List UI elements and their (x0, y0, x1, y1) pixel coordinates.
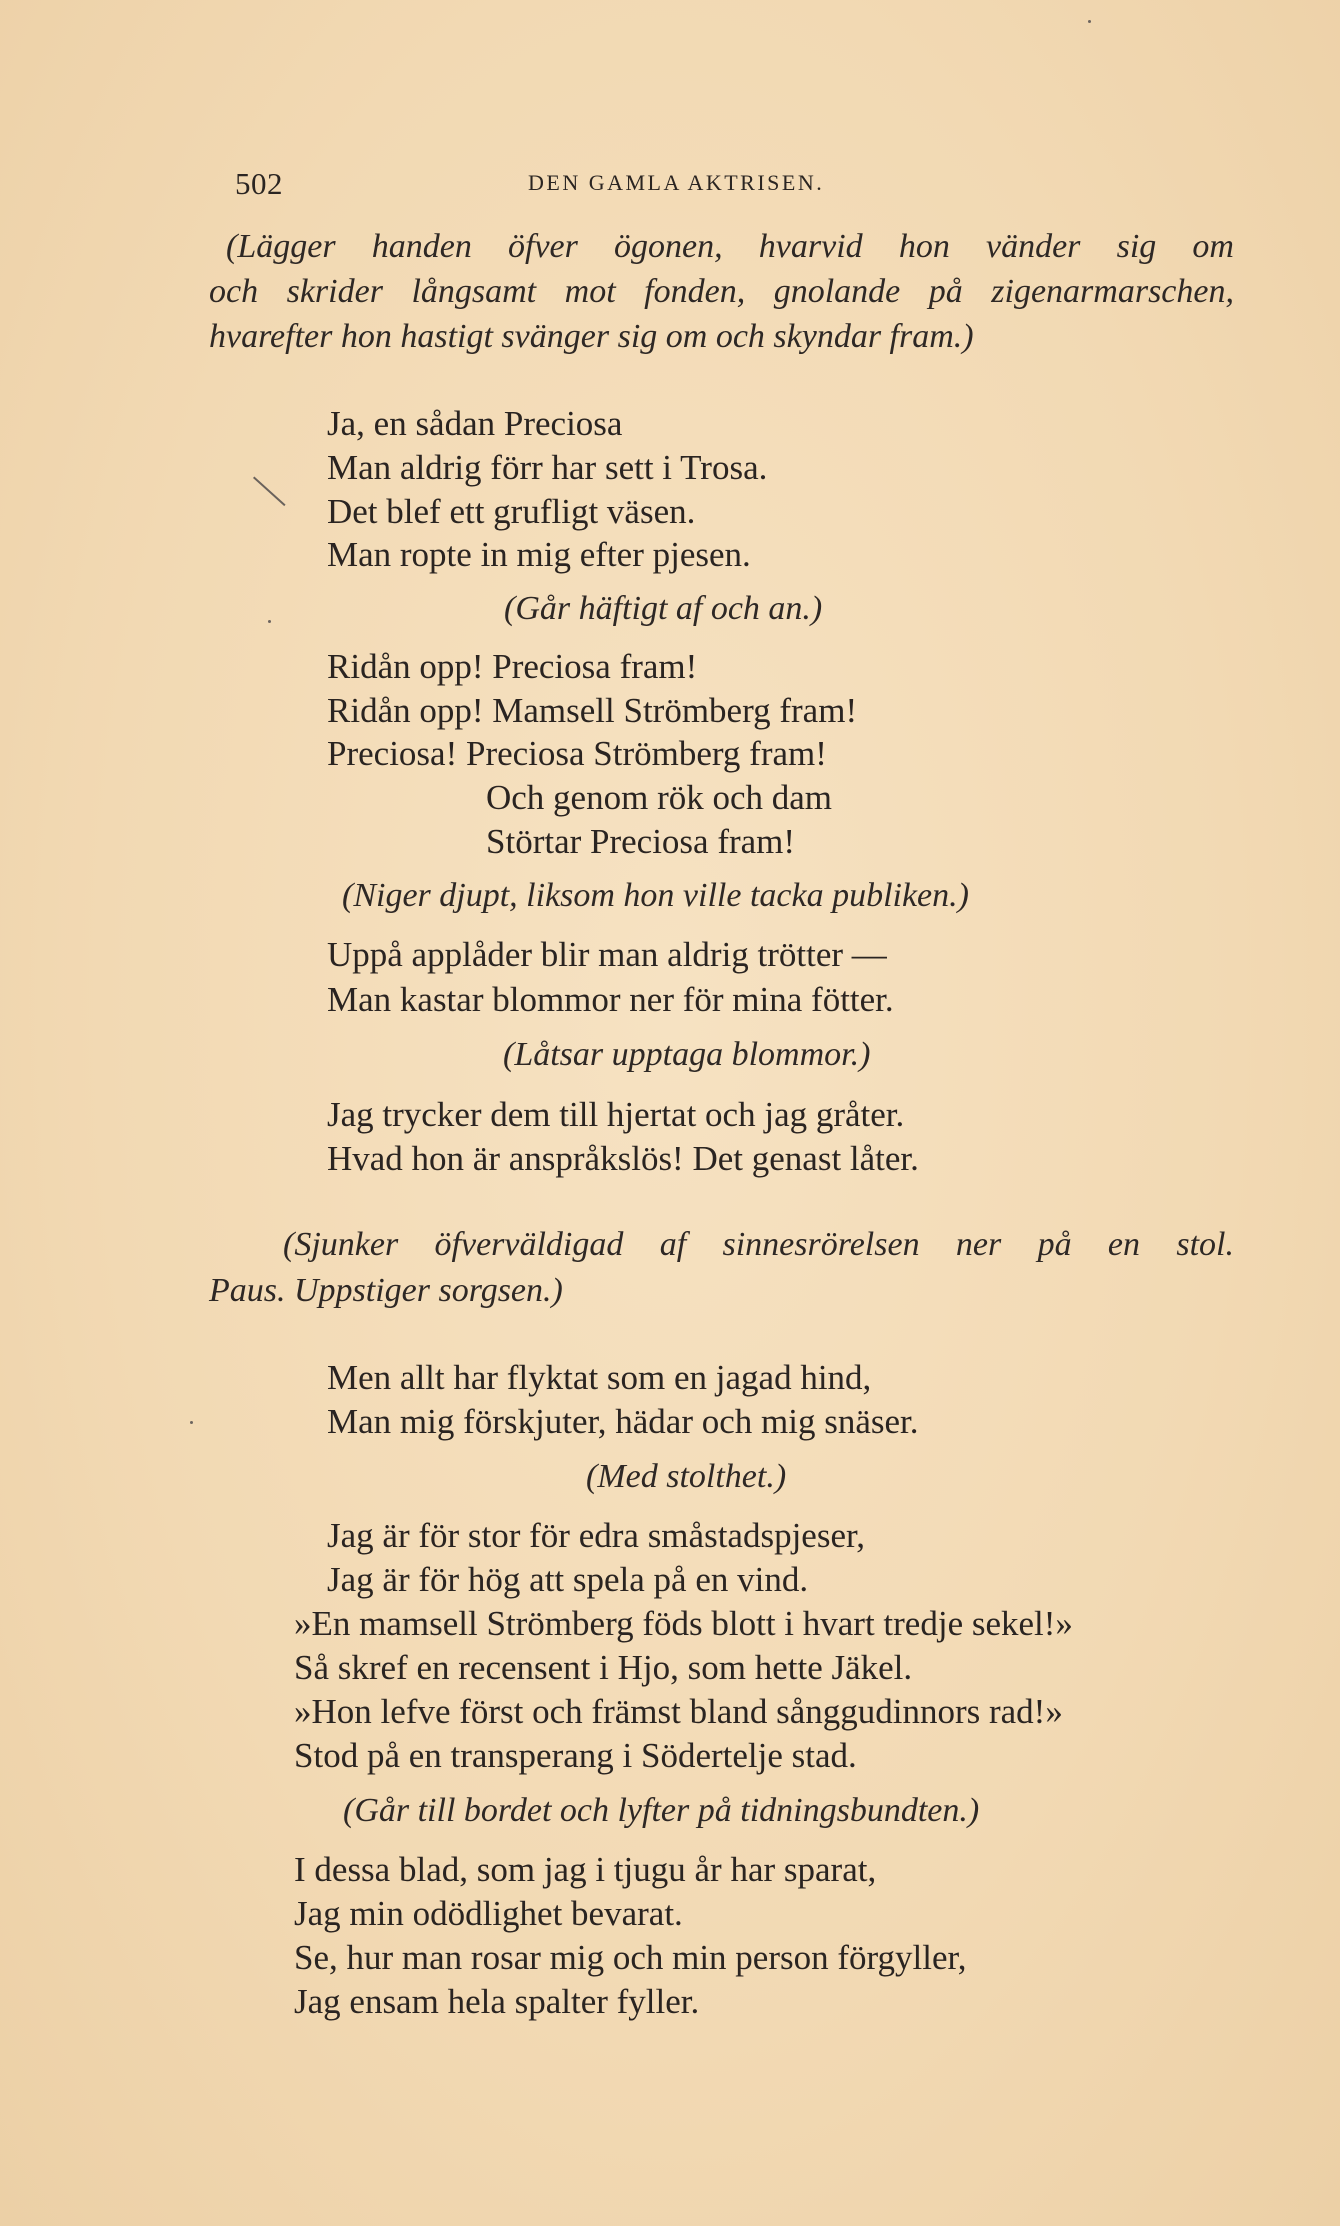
stage-direction: (Med stolthet.) (586, 1458, 787, 1495)
stage-direction: (Lägger handen öfver ögonen, hvarvid hon vänder sig om (226, 228, 1234, 265)
verse-line: Man ropte in mig efter pjesen. (327, 535, 751, 574)
verse-line: Störtar Preciosa fram! (486, 822, 796, 861)
stage-direction: (Sjunker öfverväldigad af sinnesrörelsen ner på en stol. (283, 1226, 1234, 1263)
verse-line: Så skref en recensent i Hjo, som hette Jäkel. (294, 1648, 913, 1687)
stage-direction: (Går häftigt af och an.) (504, 590, 823, 627)
verse-line: Jag är för stor för edra småstadspjeser, (327, 1516, 865, 1555)
print-speck (190, 1421, 193, 1424)
margin-mark (253, 477, 286, 507)
verse-line: Men allt har flyktat som en jagad hind, (327, 1358, 872, 1397)
verse-line: Jag ensam hela spalter fyller. (294, 1982, 700, 2021)
running-title: DEN GAMLA AKTRISEN. (528, 170, 825, 195)
stage-direction: (Går till bordet och lyfter på tidningsbundten.) (343, 1792, 980, 1829)
verse-line: Man mig förskjuter, hädar och mig snäser. (327, 1402, 919, 1441)
stage-direction: (Låtsar upptaga blommor.) (503, 1036, 871, 1073)
verse-line: Jag är för hög att spela på en vind. (327, 1560, 809, 1599)
verse-line: Ridån opp! Mamsell Strömberg fram! (327, 691, 858, 730)
stage-direction: (Niger djupt, liksom hon ville tacka publiken.) (342, 877, 969, 914)
verse-line: I dessa blad, som jag i tjugu år har sparat, (294, 1850, 877, 1889)
verse-line: »Hon lefve först och främst bland sånggudinnors rad!» (294, 1692, 1063, 1731)
stage-direction: Paus. Uppstiger sorgsen.) (209, 1272, 563, 1309)
verse-line: Se, hur man rosar mig och min person förgyller, (294, 1938, 967, 1977)
stage-direction: och skrider långsamt mot fonden, gnolande på zigenarmarschen, (209, 273, 1234, 310)
verse-line: Stod på en transperang i Södertelje stad. (294, 1736, 857, 1775)
print-speck (268, 620, 271, 623)
verse-line: Det blef ett grufligt väsen. (327, 492, 696, 531)
verse-line: Hvad hon är anspråkslös! Det genast låter. (327, 1139, 919, 1178)
verse-line: Preciosa! Preciosa Strömberg fram! (327, 734, 827, 773)
page-number: 502 (235, 166, 283, 201)
verse-line: Jag min odödlighet bevarat. (294, 1894, 683, 1933)
verse-line: Jag trycker dem till hjertat och jag gråter. (327, 1095, 905, 1134)
verse-line: Och genom rök och dam (486, 778, 833, 817)
verse-line: Man kastar blommor ner för mina fötter. (327, 980, 894, 1019)
verse-line: Uppå applåder blir man aldrig trötter — (327, 935, 887, 974)
verse-line: »En mamsell Strömberg föds blott i hvart tredje sekel!» (294, 1604, 1073, 1643)
verse-line: Man aldrig förr har sett i Trosa. (327, 448, 768, 487)
verse-line: Ja, en sådan Preciosa (327, 404, 623, 443)
print-speck (1088, 20, 1091, 23)
verse-line: Ridån opp! Preciosa fram! (327, 647, 698, 686)
stage-direction: hvarefter hon hastigt svänger sig om och skyndar fram.) (209, 318, 974, 355)
